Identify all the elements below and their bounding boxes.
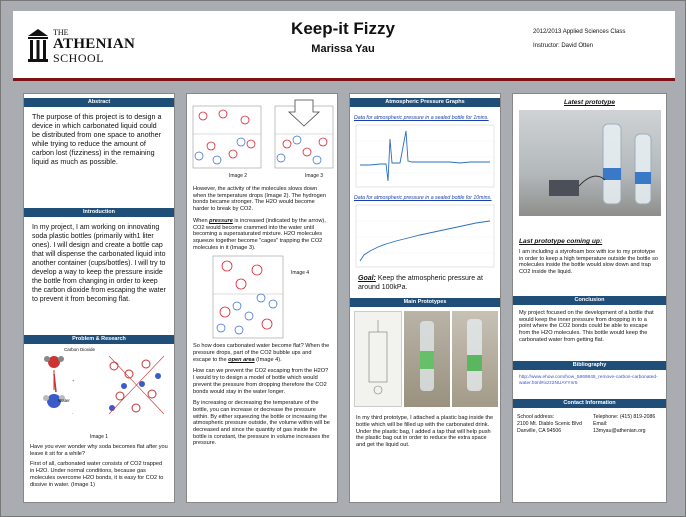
conclusion-heading: Conclusion (513, 296, 666, 305)
latest-prototype-photo (519, 110, 661, 216)
bibliography-link[interactable]: http://www.ehow.com/how_5869845_remove-carbon-carbonated-water.html#ixzz2NUAYYnr5 (519, 375, 658, 387)
problem-question: Have you ever wonder why soda becomes flat after you leave it sit for a while? (30, 444, 168, 457)
temple-icon (27, 28, 49, 64)
logo-the: THE (53, 27, 69, 37)
coming-up-title: Last prototype coming up: (519, 238, 603, 245)
problem-heading: Problem & Research (24, 335, 174, 344)
problem-text: First of all, carbonated water consists of CO2 trapped in H2O. Under normal conditions, because gas molecules overcome H2O bonds, it is easy for CO2 to dissive in water. (Image 1) (30, 461, 164, 488)
molecules-text-2: When pressure is increased (indicated by the arrow), CO2 would become crammed into the water until becoming a supersaturated mixture. H2O molecules squeeze together become "cages" trapping the CO2 molecules in it (Image 3). (193, 217, 326, 251)
image-2-3-diagram (187, 98, 337, 176)
prototype-photo-1 (404, 311, 450, 407)
svg-text:-: - (72, 410, 74, 415)
poster-header (13, 11, 675, 81)
graph-2-title: Data for atmospheric pressure in a sealed bottle for 10mins. (354, 195, 492, 201)
prototypes-heading: Main Prototypes (350, 298, 500, 307)
molecules-text-3: So how does carbonated water become flat? When the pressure drops, part of the CO2 bubble ups and escape to the open area (Image 4). (193, 343, 330, 363)
image-3-caption: Image 3 (305, 173, 324, 179)
address-line-1: 2100 Mt. Diablo Scenic Blvd (517, 421, 582, 428)
email-address[interactable]: 13myau@athenian.org (593, 428, 646, 435)
column-3 (349, 93, 501, 503)
column-2 (186, 93, 338, 503)
column-1 (23, 93, 175, 503)
goal-text: Goal: Keep the atmospheric pressure at around 100kPa. (358, 275, 483, 291)
prototype-photos (354, 311, 496, 411)
image-4-caption: Image 4 (291, 270, 310, 277)
class-name: 2012/2013 Applied Sciences Class (533, 29, 626, 35)
conclusion-text: My project focused on the development of a bottle that would keep the inner pressure from dropping in to a point where the CO2 bonds could be able to escape from the H2O molecules. This bottle would keep the carbonated water from getting flat. (519, 309, 654, 343)
logo-school: SCHOOL (53, 50, 105, 65)
introduction-heading: Introduction (24, 208, 174, 217)
svg-text:+: + (72, 378, 75, 383)
abstract-heading: Abstract (24, 98, 174, 107)
introduction-text: In my project, I am working on innovating soda plastic bottles (primarily with1 liter ones). I will design and create a bottle cap that will dispense the carbonated liquid into another container (cups/bottles). I will try to develop a way to keep the pressure inside the bottle from changing in order to keep the carbon dioxide from escaping the water to prevent it from becoming flat. (32, 224, 166, 303)
logo-name: ATHENIAN (53, 35, 136, 52)
image-2-caption: Image 2 (229, 173, 248, 179)
graph-1-pressure-1min (350, 121, 500, 191)
email-label: Email: (593, 421, 608, 428)
molecules-text-5: By increasing or decreasing the temperature of the bottle, you can increase or decrease the pressure within. By either squeezing the bottle or increasing the atmospheric pressure outside, the volume within will be decreased and since the quantity of gas inside the bottle is constant, the pressure in volume increases the pressure. (193, 400, 330, 447)
latest-prototype-title: Latest prototype (564, 99, 615, 106)
prototype-sketch (354, 311, 402, 407)
address-label: School address: (517, 414, 555, 421)
phone-number: Telephone: (415) 819-2086 (593, 414, 656, 421)
image-1-molecule-diagram (24, 346, 174, 426)
poster-author: Marissa Yau (311, 43, 375, 55)
image-1-caption: Image 1 (89, 434, 109, 440)
graph-2-pressure-10min (350, 201, 500, 271)
molecules-text-1: However, the activity of the molecules slows down when the temperature drops (Image 2). The hydrogen bonds became stronger. The H2O would become harder to break by CO2. (193, 186, 326, 213)
molecules-text-4: How can we prevent the CO2 escaping from the H2O? I would try to design a model of bottle which would prevent the pressure from dropping therefore the CO2 bonds would stay in the water longer. (193, 368, 329, 395)
contact-info (513, 408, 666, 448)
column-4 (512, 93, 667, 503)
contact-heading: Contact Information (513, 399, 666, 408)
prototypes-text: In my third prototype, I attached a plastic bag inside the bottle which will be filled up with the carbonated drink. Under the plastic bag, I added a tap that will help push the plastic bag out in order to reduce the extra space and get the liquid out. (356, 415, 494, 448)
graph-1-title: Data for atmospheric pressure in a sealed bottle for 1mins. (354, 115, 489, 121)
school-logo (27, 22, 137, 70)
instructor-name: Instructor: David Otten (533, 43, 594, 49)
address-line-2: Danville, CA 94506 (517, 428, 562, 435)
coming-up-text: I am including a styrofoam box with ice to my prototype in order to keep a high temperature outside the bottle so molecules inside the bottle would slow down and trap CO2 inside the liquid. (519, 249, 658, 276)
label-water: Water (58, 398, 70, 403)
abstract-text: The purpose of this project is to design a device in which carbonated liquid could be distributed from one space to another while trying to reduce the amount of carbon lost (fizziness) in the remaining liquid as much as possible. (32, 112, 162, 167)
bibliography-heading: Bibliography (513, 361, 666, 370)
prototype-photo-2 (452, 311, 498, 407)
label-carbon-dioxide: Carbon Dioxide (64, 347, 96, 352)
poster-title: Keep-it Fizzy (291, 19, 395, 38)
image-4-diagram (187, 254, 337, 340)
pressure-heading: Atmospheric Pressure Graphs (350, 98, 500, 107)
